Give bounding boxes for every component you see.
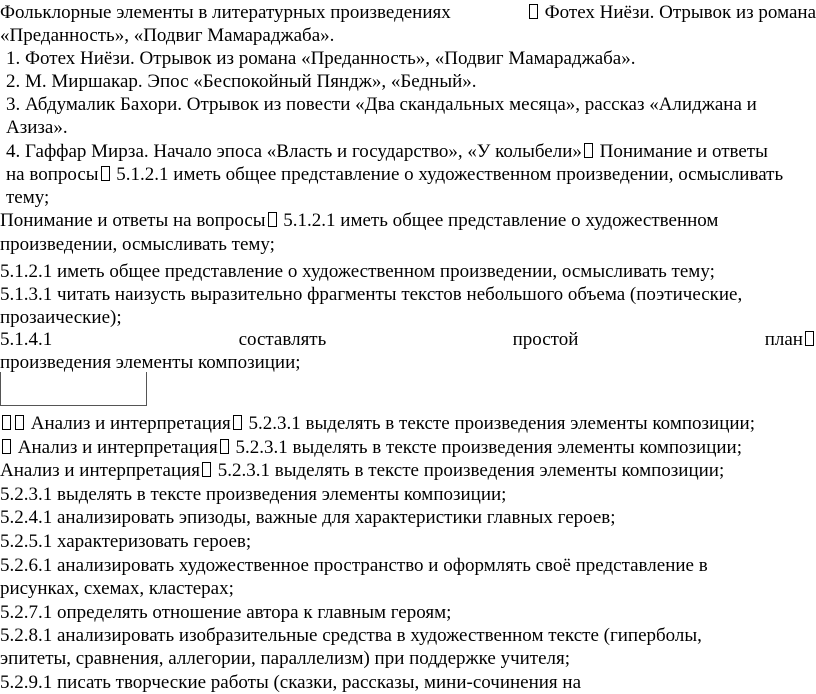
text-segment: Анализ и интерпретация: [17, 437, 218, 458]
missing-glyph-icon: [101, 166, 110, 181]
text-segment: Анализ и интерпретация: [0, 460, 201, 481]
text-segment: план: [764, 329, 803, 350]
text-line: [0, 460, 816, 482]
text-segment: 5.2.3.1 выделять в тексте произведения элементы композиции;: [243, 413, 755, 434]
text-line: [0, 413, 816, 435]
text-line: 5.2.5.1 характеризовать героев;: [0, 531, 252, 552]
text-line: 5.2.6.1 анализировать художественное пространство и оформлять своё представление в: [0, 555, 708, 576]
text-segment: 5.2.3.1 выделять в тексте произведения элементы композиции;: [213, 460, 725, 481]
missing-glyph-icon: [2, 439, 11, 454]
list-item-continuation: тему;: [6, 187, 50, 208]
missing-glyph-icon: [529, 4, 538, 19]
text-segment: 5.1.2.1 иметь общее представление о художественном: [278, 210, 719, 231]
text-line: 5.1.2.1 иметь общее представление о художественном произведении, осмысливать тему;: [0, 261, 715, 282]
list-item: 1. Фотех Ниёзи. Отрывок из романа «Преданность», «Подвиг Мамараджаба».: [6, 48, 636, 69]
text-line: 5.2.9.1 писать творческие работы (сказки, рассказы, мини-сочинения на: [0, 672, 582, 693]
text-segment: 5.2.3.1 выделять в тексте произведения элементы композиции;: [230, 437, 742, 458]
text-line: [0, 437, 816, 459]
list-item: 2. М. Миршакар. Эпос «Беспокойный Пяндж», «Бедный».: [6, 71, 477, 92]
text-segment: 5.1.2.1 иметь общее представление о художественном произведении, осмысливать: [111, 164, 784, 185]
list-item-continuation: Азиза».: [6, 117, 68, 138]
missing-glyph-icon: [2, 415, 11, 430]
text-segment: Понимание и ответы: [594, 141, 768, 162]
text-segment: 4. Гаффар Мирза. Начало эпоса «Власть и государство», «У колыбели»: [6, 141, 582, 162]
text-segment: Понимание и ответы на вопросы: [0, 210, 266, 231]
text-line: произведении, осмысливать тему;: [0, 234, 275, 255]
missing-glyph-icon: [202, 462, 211, 477]
text-line: 5.2.4.1 анализировать эпизоды, важные для характеристики главных героев;: [0, 507, 616, 528]
text-segment: Фотех Ниёзи. Отрывок из романа: [539, 2, 816, 23]
text-line: 5.2.8.1 анализировать изобразительные средства в художественном тексте (гиперболы,: [0, 625, 702, 646]
text-line: «Преданность», «Подвиг Мамараджаба».: [0, 25, 335, 46]
text-segment: 5.1.4.1: [0, 329, 53, 350]
text-line: рисунках, схемах, кластерах;: [0, 578, 234, 599]
list-item: 3. Абдумалик Бахори. Отрывок из повести «Два скандальных месяца», рассказ «Алиджана и: [6, 94, 757, 115]
text-line: 5.2.3.1 выделять в тексте произведения элементы композиции;: [0, 484, 507, 505]
empty-table-cell: [0, 372, 147, 406]
text-segment: составлять: [238, 329, 327, 350]
text-segment: Фольклорные элементы в литературных произведениях: [0, 2, 451, 23]
list-item: [6, 141, 816, 163]
text-line: [0, 329, 816, 351]
list-item-continuation: [6, 164, 816, 186]
missing-glyph-icon: [233, 415, 242, 430]
text-line: эпитеты, сравнения, аллегории, параллелизм) при поддержке учителя;: [0, 648, 571, 669]
missing-glyph-icon: [15, 415, 24, 430]
text-line: [0, 210, 816, 232]
text-segment: на вопросы: [6, 164, 99, 185]
text-line: прозаические);: [0, 307, 122, 328]
text-segment: простой: [512, 329, 579, 350]
missing-glyph-icon: [584, 143, 593, 158]
missing-glyph-icon: [268, 212, 277, 227]
text-line: [0, 2, 816, 24]
text-line: 5.1.3.1 читать наизусть выразительно фрагменты текстов небольшого объема (поэтические,: [0, 284, 743, 305]
text-line: 5.2.7.1 определять отношение автора к главным героям;: [0, 602, 452, 623]
text-line: произведения элементы композиции;: [0, 352, 301, 373]
missing-glyph-icon: [220, 439, 229, 454]
missing-glyph-icon: [805, 331, 814, 346]
text-segment: Анализ и интерпретация: [30, 413, 231, 434]
